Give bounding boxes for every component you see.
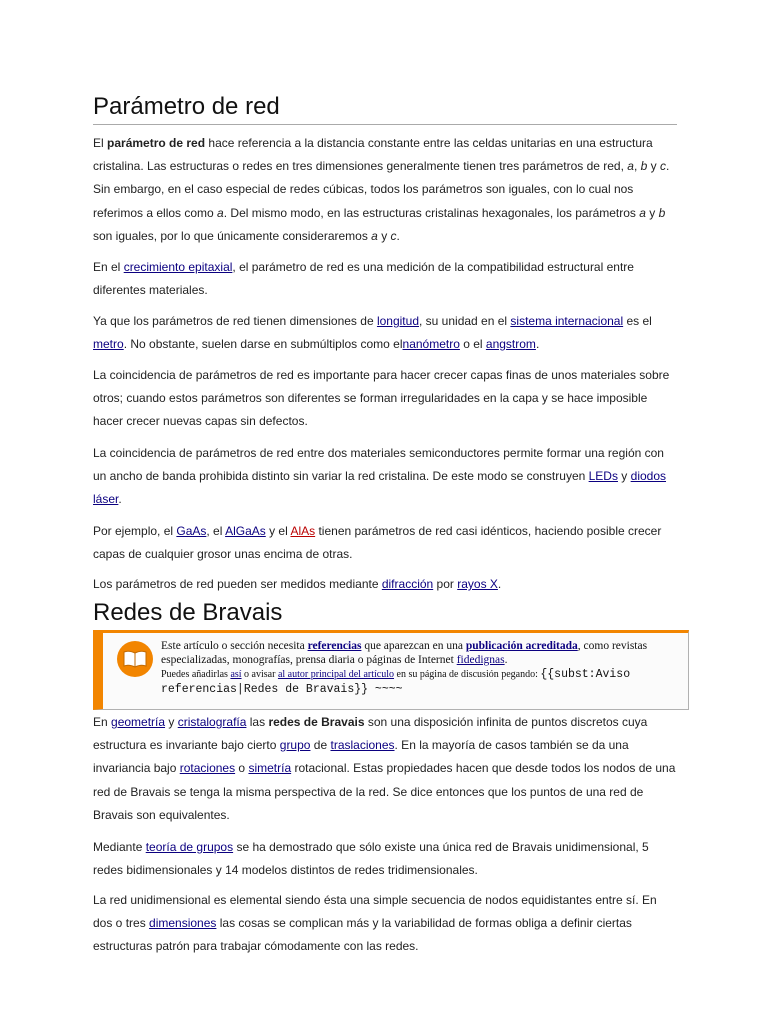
- text: ,: [633, 159, 641, 174]
- text: .: [504, 654, 508, 666]
- italic-var: a: [371, 228, 378, 243]
- text: o: [235, 761, 249, 776]
- text: La coincidencia de parámetros de red entre dos materiales semiconductores permite formar una región con un ancho de banda prohibida distinto sin variar la red cristalina. De este modo se construyen: [93, 446, 664, 484]
- text: . Del mismo modo, en las estructuras cristalinas hexagonales, los parámetros: [223, 205, 640, 220]
- italic-var: a: [217, 205, 224, 220]
- text: se ha demostrado que sólo existe una única red de Bravais unidimensional, 5 redes bidimensionales y 14 modelos distintos de redes tridimensionales.: [93, 840, 649, 878]
- section-heading-parametro: Parámetro de red: [93, 92, 677, 125]
- text: En: [93, 715, 112, 729]
- text: son iguales, por lo que únicamente consideraremos: [93, 228, 372, 243]
- text: Los parámetros de red pueden ser medidos mediante: [93, 577, 382, 591]
- text: son una disposición infinita de puntos discretos cuya estructura es invariante bajo cierto: [93, 715, 648, 753]
- link-dimensiones[interactable]: dimensiones: [149, 916, 217, 931]
- link-traslaciones[interactable]: traslaciones: [330, 738, 395, 753]
- link-teoria-de-grupos[interactable]: teoría de grupos: [145, 840, 234, 854]
- text: .: [535, 337, 540, 352]
- text: , como revistas especializadas, monografías, prensa diaria o páginas de Internet: [161, 640, 648, 666]
- notice-text: [161, 639, 680, 697]
- text: , el: [206, 524, 226, 538]
- link-publicacion-acreditada[interactable]: publicación acreditada: [465, 640, 578, 652]
- text: y: [617, 469, 631, 484]
- link-simetria[interactable]: simetría: [248, 761, 292, 776]
- text: . No obstante, suelen darse en submúltiplos como el: [123, 337, 403, 352]
- text: por: [433, 577, 458, 591]
- text: y: [647, 159, 660, 174]
- paragraph-4: La coincidencia de parámetros de red es importante para hacer crecer capas finas de unos materiales sobre otros; cuando estos parámetros son diferentes se forman irregularidades en la capa y se hace imposible hacer crecer nuevas capas sin defectos.: [93, 368, 670, 429]
- text: En el: [93, 260, 124, 274]
- section-heading-bravais: Redes de Bravais: [93, 598, 677, 631]
- text: . En la mayoría de casos también se da una invariancia bajo: [93, 738, 629, 776]
- paragraph-8: [93, 711, 677, 827]
- text: Mediante: [93, 840, 146, 854]
- text: y el: [265, 524, 291, 538]
- text: en su página de discusión pegando:: [394, 669, 541, 680]
- paragraph-10: [93, 889, 677, 959]
- paragraph-9: [93, 836, 677, 882]
- link-angstrom[interactable]: angstrom: [485, 337, 536, 352]
- text: las: [246, 715, 269, 729]
- bold-term: redes de Bravais: [268, 715, 365, 729]
- text: .: [396, 228, 400, 243]
- link-nanometro[interactable]: nanómetro: [402, 337, 460, 352]
- text: Por ejemplo, el: [93, 524, 177, 538]
- link-autor-principal[interactable]: al autor principal del artículo: [277, 669, 395, 680]
- text: las cosas se complican más y la variabilidad de formas obliga a definir ciertas estructuras patrón para trabajar cómodamente con las redes.: [93, 916, 632, 954]
- text: y: [377, 228, 391, 243]
- text: que aparezcan en una: [361, 640, 466, 652]
- text: Puedes añadirlas: [161, 669, 231, 680]
- text: Ya que los parámetros de red tienen dimensiones de: [93, 314, 377, 328]
- text: , su unidad en el: [419, 314, 511, 328]
- text: de: [310, 738, 331, 753]
- link-referencias[interactable]: referencias: [307, 640, 362, 652]
- template-code: {{subst:Aviso referencias|Redes de Bravais}} ~~~~: [161, 668, 631, 696]
- link-longitud[interactable]: longitud: [376, 314, 419, 328]
- text: hace referencia a la distancia constante entre las celdas unitarias en una estructura cristalina. Las estructuras o redes en tres dimensiones generalmente tienen tres parámetros de red,: [93, 136, 653, 174]
- text: y: [165, 715, 178, 729]
- paragraph-7: [93, 573, 677, 596]
- link-difraccion[interactable]: difracción: [381, 577, 434, 591]
- link-alas[interactable]: AlAs: [290, 524, 316, 538]
- link-crecimiento-epitaxial[interactable]: crecimiento epitaxial: [123, 260, 233, 274]
- link-cristalografia[interactable]: cristalografía: [177, 715, 247, 729]
- text: es el: [623, 314, 652, 328]
- text: . Sin embargo, en el caso especial de redes cúbicas, todos los parámetros son iguales, con lo cual nos referimos a ellos como: [93, 159, 670, 220]
- text: La red unidimensional es elemental siendo ésta una simple secuencia de nodos equidistantes entre sí. En dos o tres: [93, 893, 657, 931]
- text: rotacional. Estas propiedades hacen que desde todos los nodos de una red de Bravais se tenga la misma perspectiva de la red. Se dice entonces que los puntos de una red de Bravais son equivalentes.: [93, 761, 676, 822]
- paragraph-5: [93, 442, 677, 512]
- link-grupo[interactable]: grupo: [279, 738, 311, 753]
- book-icon: [117, 641, 153, 677]
- italic-var: b: [640, 159, 648, 174]
- italic-var: c: [660, 159, 666, 174]
- link-rotaciones[interactable]: rotaciones: [179, 761, 236, 776]
- text: .: [497, 577, 502, 591]
- link-asi[interactable]: así: [230, 669, 242, 680]
- link-gaas[interactable]: GaAs: [176, 524, 207, 538]
- link-leds[interactable]: LEDs: [588, 469, 618, 484]
- link-diodos-laser[interactable]: diodos láser: [93, 469, 667, 507]
- text: o el: [459, 337, 486, 352]
- text: Este artículo o sección necesita: [161, 640, 308, 652]
- link-sistema-internacional[interactable]: sistema internacional: [510, 314, 624, 328]
- paragraph-1: [93, 132, 677, 248]
- italic-var: c: [390, 228, 397, 243]
- italic-var: a: [627, 159, 634, 174]
- bold-term: parámetro de red: [107, 136, 206, 150]
- text: , el parámetro de red es una medición de la compatibilidad estructural entre diferentes materiales.: [93, 260, 634, 298]
- link-metro[interactable]: metro: [93, 337, 124, 352]
- link-algaas[interactable]: AlGaAs: [225, 524, 266, 538]
- references-notice-box: [93, 630, 689, 710]
- text: El: [93, 136, 108, 150]
- link-rayos-x[interactable]: rayos X: [457, 577, 498, 591]
- paragraph-6: [93, 520, 677, 566]
- paragraph-2: [93, 256, 677, 302]
- link-fidedignas[interactable]: fidedignas: [456, 654, 505, 666]
- italic-var: b: [658, 205, 666, 220]
- italic-var: a: [639, 205, 646, 220]
- text: .: [118, 492, 122, 507]
- text: tienen parámetros de red casi idénticos, haciendo posible crecer capas de cualquier grosor unas encima de otras.: [93, 524, 662, 562]
- text: y: [645, 205, 659, 220]
- paragraph-3: [93, 310, 677, 356]
- text: o avisar: [241, 669, 278, 680]
- link-geometria[interactable]: geometría: [111, 715, 166, 729]
